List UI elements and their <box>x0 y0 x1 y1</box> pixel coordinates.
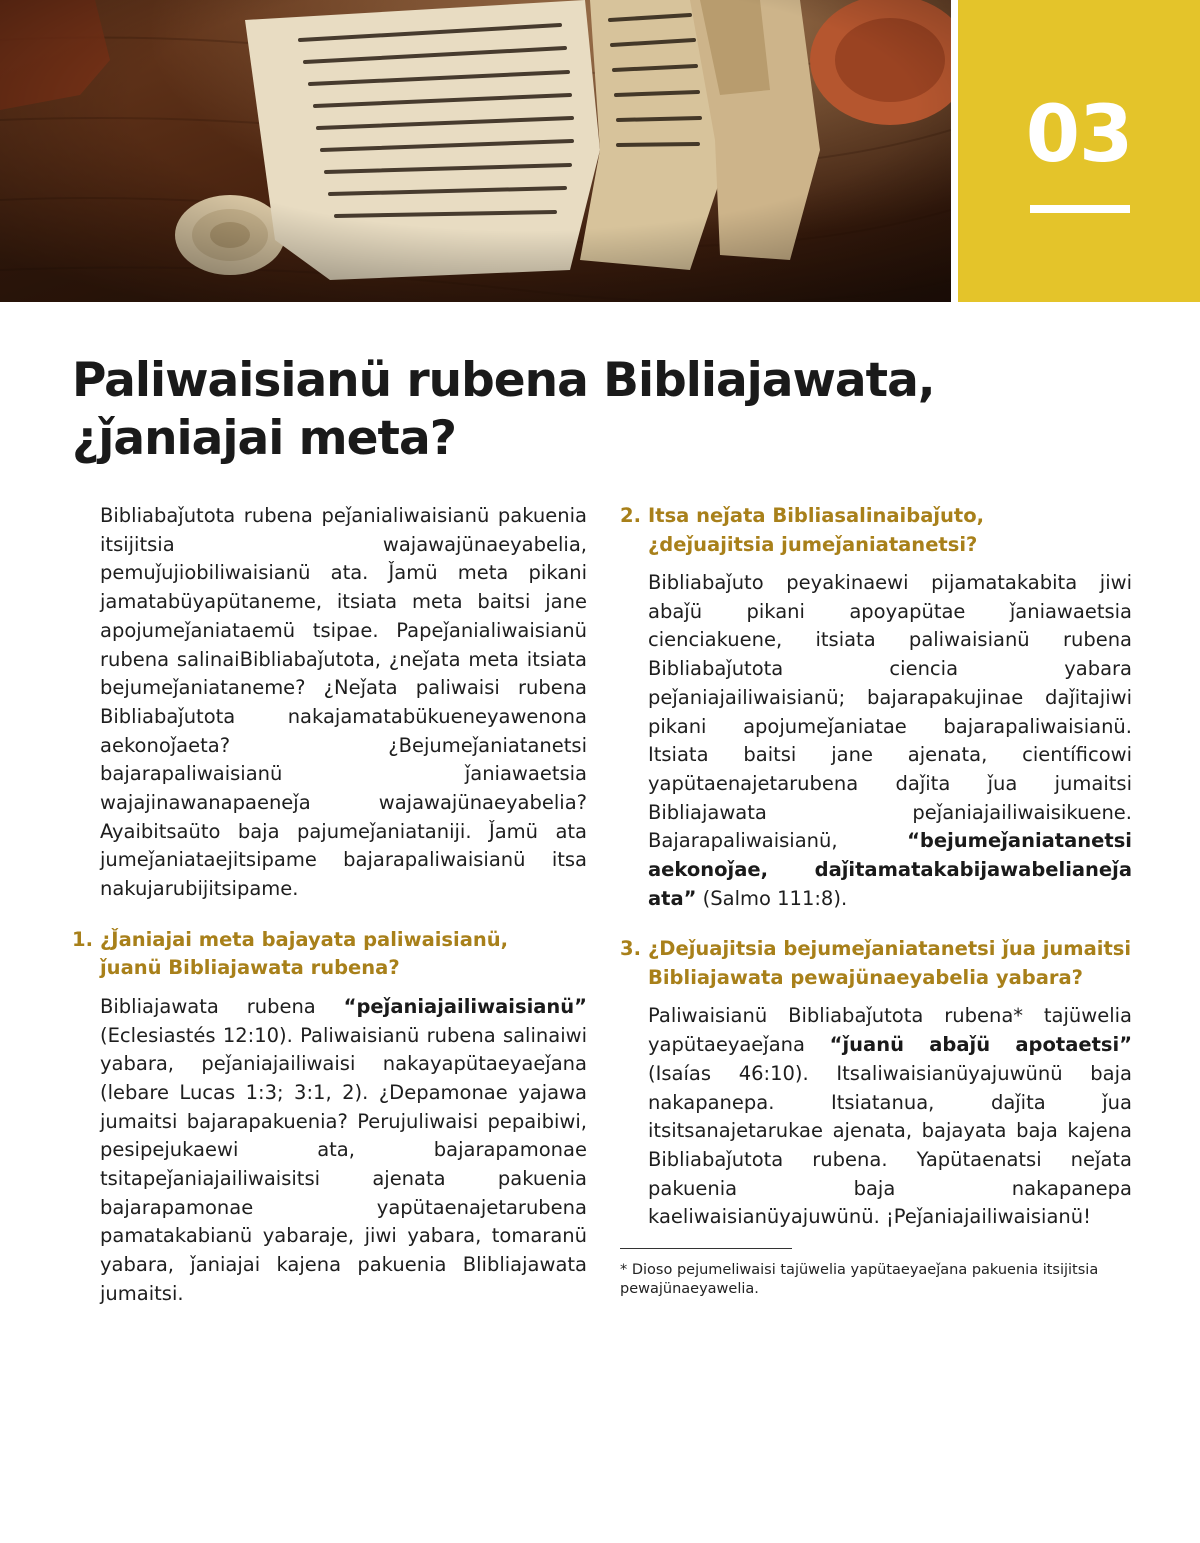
right-column <box>620 502 1132 1299</box>
question-2-line-1: Itsa neǰata Bibliasalinaibaǰuto, <box>648 504 985 527</box>
question-1-line-2: ǰuanü Bibliajawata rubena? <box>100 956 400 980</box>
left-column <box>72 502 587 1309</box>
question-3-line-1: ¿Deǰuajitsia bejumeǰaniatanetsi ǰua jumaitsi <box>648 937 1132 961</box>
chapter-number-underline <box>1030 205 1130 213</box>
question-1-quote: “peǰaniajailiwaisianü” <box>343 994 587 1018</box>
question-3-answer: Paliwaisianü Bibliabaǰutota rubena* tajüwelia yapütaeyaeǰana “ǰuanü abaǰü apotaetsi” (Isaías 46:10). Itsaliwaisianüyajuwünü baja nakapanepa. Itsiatanua, daǰita ǰua itsitsanajetarukae ajenata, bajayata baja kajena Bibliabaǰutota rubena. Yapütaenatsi neǰata pakuenia baja nakapanepa kaeliwaisianüyajuwünü. ¡Peǰaniajailiwaisianü! <box>648 1004 1133 1229</box>
question-2-answer: Bibliabaǰuto peyakinaewi pijamatakabita jiwi abaǰü pikani apoyapütae ǰaniawaetsia cienciakuene, itsiata paliwaisianü rubena Bibliabaǰutota ciencia yabara peǰaniajailiwaisianü; bajarapakujinae daǰitajiwi pikani apojumeǰaniatae bajarapaliwaisianü. Itsiata baitsi jane ajenata, científicowi yapütaenajetarubena daǰita ǰua jumaitsi Bibliajawata peǰaniajailiwaisikuene. Bajarapaliwaisianü, “bejumeǰaniatanetsi aekonoǰae, daǰitamatakabijawabelianeǰa ata” (Salmo 111:8). <box>648 571 1132 910</box>
question-2-number: 2. <box>620 504 641 527</box>
question-3-heading <box>620 935 1132 992</box>
question-3-line-2: Bibliajawata pewajünaeyabelia yabara? <box>648 965 1083 989</box>
question-2-quote: “bejumeǰaniatanetsi aekonoǰae, daǰitamatakabijawabelianeǰa ata” <box>648 829 1132 910</box>
hero-image-scrolls <box>0 0 951 302</box>
page-title <box>72 352 1132 468</box>
question-1-line-1: ¿J̌aniajai meta bajayata paliwaisianü, <box>100 927 509 951</box>
question-3-quote: “ǰuanü abaǰü apotaetsi” <box>829 1033 1133 1057</box>
question-1-number: 1. <box>72 927 93 951</box>
chapter-number: 03 <box>1025 90 1133 180</box>
footnote: * Dioso pejumeliwaisi tajüwelia yapütaeyaeǰana pakuenia itsijitsia pewajünaeyawelia. <box>620 1262 1099 1298</box>
scrolls-illustration <box>0 0 951 302</box>
question-3-number: 3. <box>620 937 641 961</box>
page-title-line-2: ¿ǰaniajai meta? <box>72 411 456 466</box>
question-2-line-2: ¿deǰuajitsia jumeǰaniatanetsi? <box>648 532 978 556</box>
intro-paragraph: Bibliabaǰutota rubena peǰanialiwaisianü pakuenia itsijitsia wajawajünaeyabelia, pemuǰujiobiliwaisianü ata. J̌amü meta pikani jamatabüyapütaneme, itsiata meta baitsi jane apojumeǰaniataemü tsipae. Papeǰanialiwaisianü rubena salinaiBibliabaǰutota, ¿neǰata meta itsiata bejumeǰaniataneme? ¿Neǰata paliwaisi rubena Bibliabaǰutota nakajamatabükueneyawenona aekonoǰaeta? ¿Bejumeǰaniatanetsi bajarapaliwaisianü ǰaniawaetsia wajajinawanapaeneǰa wajawajünaeyabelia? Ayaibitsaüto baja pajumeǰaniataniji. J̌amü ata jumeǰaniataejitsipame bajarapaliwaisianü itsa nakujarubijitsipame. <box>100 504 587 901</box>
footnote-divider <box>620 1248 792 1249</box>
question-2-heading <box>620 502 1132 559</box>
page-title-line-1: Paliwaisianü rubena Bibliajawata, <box>72 353 935 408</box>
question-1-heading <box>72 926 587 983</box>
chapter-badge <box>958 0 1200 302</box>
question-1-answer: Bibliajawata rubena “peǰaniajailiwaisianü” (Eclesiastés 12:10). Paliwaisianü rubena salinaiwi yabara, peǰaniajailiwaisi nakayapütaeyaeǰana (lebare Lucas 1:3; 3:1, 2). ¿Depamonae yajawa jumaitsi bajarapakuenia? Perujuliwaisi pepaibiwi, pesipejukaewi ata, bajarapamonae tsitapeǰaniajailiwaisitsi ajenata pakuenia bajarapamonae yapütaenajetarubena pamatakabianü yabaraje, jiwi yabara, tomaranü yabara, ǰaniajai kajena pakuenia Blibliajawata jumaitsi. <box>100 994 587 1305</box>
